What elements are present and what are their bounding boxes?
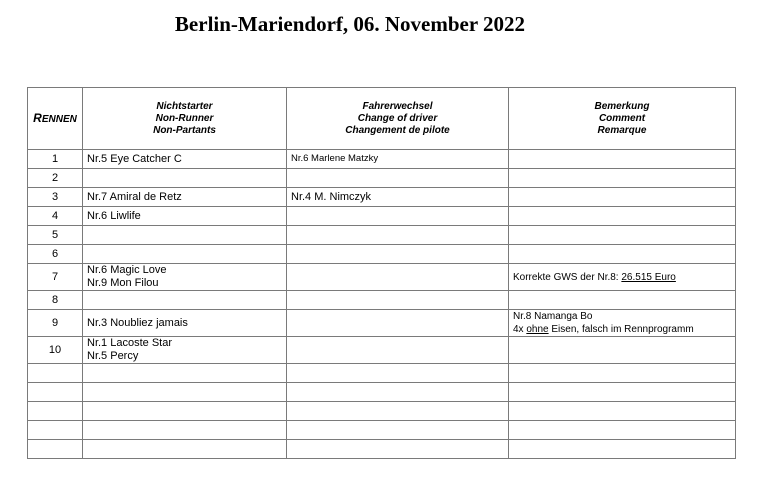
table-row <box>28 337 736 364</box>
fahrerwechsel-cell <box>287 169 509 188</box>
nichtstarter-cell: Nr.5 Eye Catcher C <box>83 150 287 169</box>
rennen-cell: 10 <box>28 337 83 364</box>
nichtstarter-cell: Nr.6 Liwlife <box>83 207 287 226</box>
rennen-cell: 2 <box>28 169 83 188</box>
header-row <box>28 88 736 150</box>
nichtstarter-cell <box>83 245 287 264</box>
fahrerwechsel-cell: Nr.6 Marlene Matzky <box>287 150 509 169</box>
rennen-cell: 8 <box>28 291 83 310</box>
header-rennen: RENNEN <box>28 88 83 150</box>
rennen-cell: 7 <box>28 264 83 291</box>
bemerkung-cell: Nr.8 Namanga Bo 4x ohne Eisen, falsch im Rennprogramm <box>509 310 736 337</box>
empty-row <box>28 364 736 383</box>
header-bemerkung: Bemerkung Comment Remarque <box>509 88 736 150</box>
empty-row <box>28 402 736 421</box>
bemerkung-cell <box>509 337 736 364</box>
fahrerwechsel-cell: Nr.4 M. Nimczyk <box>287 188 509 207</box>
nichtstarter-cell: Nr.3 Noubliez jamais <box>83 310 287 337</box>
fahrerwechsel-cell <box>287 337 509 364</box>
bemerkung-cell <box>509 245 736 264</box>
nichtstarter-cell <box>83 169 287 188</box>
empty-row <box>28 383 736 402</box>
nichtstarter-cell <box>83 226 287 245</box>
rennen-cell: 5 <box>28 226 83 245</box>
rennen-cell: 3 <box>28 188 83 207</box>
rennen-cell: 1 <box>28 150 83 169</box>
bemerkung-cell <box>509 207 736 226</box>
table-row <box>28 310 736 337</box>
nichtstarter-cell: Nr.6 Magic Love Nr.9 Mon Filou <box>83 264 287 291</box>
table-row <box>28 150 736 169</box>
table-row <box>28 264 736 291</box>
header-nichtstarter: Nichtstarter Non-Runner Non-Partants <box>83 88 287 150</box>
empty-row <box>28 440 736 459</box>
nichtstarter-cell <box>83 291 287 310</box>
table-row <box>28 245 736 264</box>
bemerkung-cell <box>509 226 736 245</box>
table-row <box>28 226 736 245</box>
table-row <box>28 188 736 207</box>
bemerkung-cell <box>509 188 736 207</box>
bemerkung-cell <box>509 291 736 310</box>
header-fahrerwechsel: Fahrerwechsel Change of driver Changement de pilote <box>287 88 509 150</box>
nichtstarter-cell: Nr.7 Amiral de Retz <box>83 188 287 207</box>
fahrerwechsel-cell <box>287 291 509 310</box>
table-row <box>28 291 736 310</box>
rennen-cell: 6 <box>28 245 83 264</box>
race-table <box>27 87 736 459</box>
bemerkung-cell <box>509 169 736 188</box>
fahrerwechsel-cell <box>287 226 509 245</box>
bemerkung-cell <box>509 150 736 169</box>
fahrerwechsel-cell <box>287 207 509 226</box>
rennen-cell: 4 <box>28 207 83 226</box>
fahrerwechsel-cell <box>287 245 509 264</box>
rennen-cell: 9 <box>28 310 83 337</box>
table-row <box>28 207 736 226</box>
fahrerwechsel-cell <box>287 310 509 337</box>
page-title: Berlin-Mariendorf, 06. November 2022 <box>174 12 526 36</box>
empty-row <box>28 421 736 440</box>
fahrerwechsel-cell <box>287 264 509 291</box>
bemerkung-cell: Korrekte GWS der Nr.8: 26.515 Euro <box>509 264 736 291</box>
nichtstarter-cell: Nr.1 Lacoste Star Nr.5 Percy <box>83 337 287 364</box>
table-row <box>28 169 736 188</box>
